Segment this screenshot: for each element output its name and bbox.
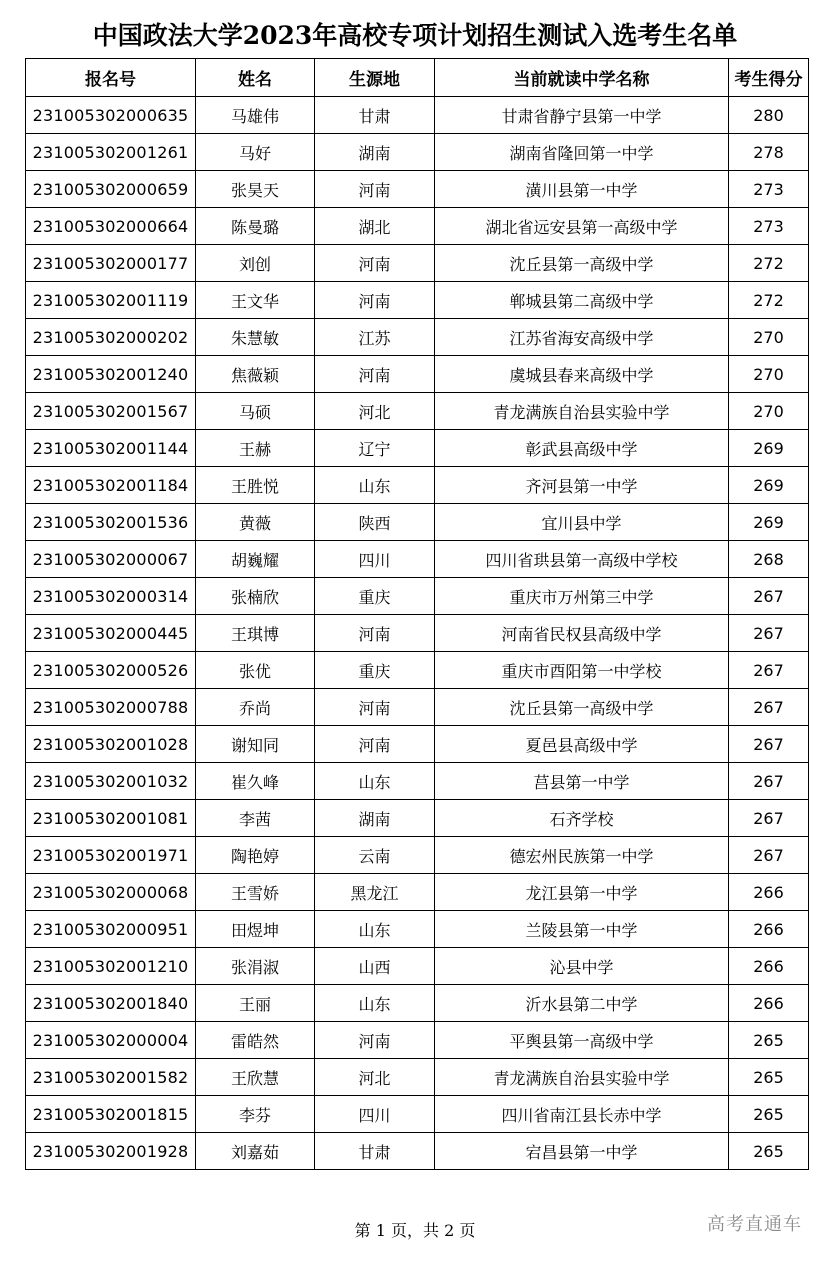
- registration-number-cell: 231005302000526: [26, 652, 196, 689]
- registration-number-cell: 231005302001184: [26, 467, 196, 504]
- name-cell: 张楠欣: [196, 578, 315, 615]
- name-cell: 李芬: [196, 1096, 315, 1133]
- score-cell: 265: [729, 1022, 809, 1059]
- registration-number-cell: 231005302001582: [26, 1059, 196, 1096]
- registration-number-cell: 231005302001028: [26, 726, 196, 763]
- table-row: [26, 985, 809, 1022]
- school-cell: 平舆县第一高级中学: [435, 1022, 729, 1059]
- table-row: [26, 282, 809, 319]
- score-cell: 267: [729, 800, 809, 837]
- name-cell: 胡巍耀: [196, 541, 315, 578]
- origin-cell: 河南: [315, 171, 435, 208]
- origin-cell: 湖南: [315, 800, 435, 837]
- registration-number-cell: 231005302000445: [26, 615, 196, 652]
- school-cell: 彰武县高级中学: [435, 430, 729, 467]
- score-cell: 268: [729, 541, 809, 578]
- name-cell: 雷皓然: [196, 1022, 315, 1059]
- school-cell: 青龙满族自治县实验中学: [435, 1059, 729, 1096]
- school-cell: 重庆市万州第三中学: [435, 578, 729, 615]
- score-cell: 269: [729, 504, 809, 541]
- registration-number-cell: 231005302000202: [26, 319, 196, 356]
- name-cell: 王胜悦: [196, 467, 315, 504]
- origin-cell: 山西: [315, 948, 435, 985]
- origin-cell: 河北: [315, 1059, 435, 1096]
- registration-number-cell: 231005302001032: [26, 763, 196, 800]
- score-cell: 273: [729, 171, 809, 208]
- table-row: [26, 208, 809, 245]
- name-cell: 陈曼璐: [196, 208, 315, 245]
- name-cell: 陶艳婷: [196, 837, 315, 874]
- school-cell: 齐河县第一中学: [435, 467, 729, 504]
- table-row: [26, 763, 809, 800]
- registration-number-cell: 231005302001536: [26, 504, 196, 541]
- header-school: 当前就读中学名称: [435, 59, 729, 97]
- name-cell: 王雪娇: [196, 874, 315, 911]
- school-cell: 沈丘县第一高级中学: [435, 245, 729, 282]
- origin-cell: 辽宁: [315, 430, 435, 467]
- registration-number-cell: 231005302000067: [26, 541, 196, 578]
- origin-cell: 河南: [315, 1022, 435, 1059]
- registration-number-cell: 231005302001210: [26, 948, 196, 985]
- origin-cell: 湖北: [315, 208, 435, 245]
- name-cell: 王欣慧: [196, 1059, 315, 1096]
- name-cell: 崔久峰: [196, 763, 315, 800]
- school-cell: 郸城县第二高级中学: [435, 282, 729, 319]
- candidate-table: [25, 58, 809, 1170]
- score-cell: 278: [729, 134, 809, 171]
- header-score: 考生得分: [729, 59, 809, 97]
- name-cell: 张昊天: [196, 171, 315, 208]
- score-cell: 270: [729, 319, 809, 356]
- score-cell: 270: [729, 356, 809, 393]
- table-row: [26, 467, 809, 504]
- origin-cell: 河南: [315, 726, 435, 763]
- score-cell: 280: [729, 97, 809, 134]
- origin-cell: 山东: [315, 911, 435, 948]
- school-cell: 重庆市酉阳第一中学校: [435, 652, 729, 689]
- origin-cell: 四川: [315, 1096, 435, 1133]
- table-row: [26, 541, 809, 578]
- score-cell: 266: [729, 911, 809, 948]
- table-row: [26, 615, 809, 652]
- origin-cell: 陕西: [315, 504, 435, 541]
- school-cell: 莒县第一中学: [435, 763, 729, 800]
- registration-number-cell: 231005302000951: [26, 911, 196, 948]
- score-cell: 265: [729, 1133, 809, 1170]
- school-cell: 甘肃省静宁县第一中学: [435, 97, 729, 134]
- table-row: [26, 1133, 809, 1170]
- school-cell: 沂水县第二中学: [435, 985, 729, 1022]
- school-cell: 湖北省远安县第一高级中学: [435, 208, 729, 245]
- school-cell: 兰陵县第一中学: [435, 911, 729, 948]
- school-cell: 龙江县第一中学: [435, 874, 729, 911]
- origin-cell: 云南: [315, 837, 435, 874]
- registration-number-cell: 231005302000664: [26, 208, 196, 245]
- name-cell: 黄薇: [196, 504, 315, 541]
- watermark: 高考直通车: [707, 1214, 802, 1235]
- header-origin: 生源地: [315, 59, 435, 97]
- registration-number-cell: 231005302000068: [26, 874, 196, 911]
- score-cell: 269: [729, 430, 809, 467]
- name-cell: 田煜坤: [196, 911, 315, 948]
- registration-number-cell: 231005302001081: [26, 800, 196, 837]
- table-header-row: [26, 59, 809, 97]
- name-cell: 王丽: [196, 985, 315, 1022]
- name-cell: 马硕: [196, 393, 315, 430]
- score-cell: 267: [729, 837, 809, 874]
- table-row: [26, 97, 809, 134]
- page-title: 中国政法大学2023年高校专项计划招生测试入选考生名单: [92, 21, 738, 50]
- registration-number-cell: 231005302001971: [26, 837, 196, 874]
- table-row: [26, 504, 809, 541]
- score-cell: 269: [729, 467, 809, 504]
- registration-number-cell: 231005302001144: [26, 430, 196, 467]
- name-cell: 焦薇颖: [196, 356, 315, 393]
- table-row: [26, 356, 809, 393]
- name-cell: 乔尚: [196, 689, 315, 726]
- school-cell: 沁县中学: [435, 948, 729, 985]
- origin-cell: 河南: [315, 245, 435, 282]
- table-row: [26, 652, 809, 689]
- registration-number-cell: 231005302001240: [26, 356, 196, 393]
- origin-cell: 河南: [315, 282, 435, 319]
- school-cell: 四川省珙县第一高级中学校: [435, 541, 729, 578]
- name-cell: 刘嘉茹: [196, 1133, 315, 1170]
- registration-number-cell: 231005302000635: [26, 97, 196, 134]
- score-cell: 267: [729, 763, 809, 800]
- origin-cell: 甘肃: [315, 97, 435, 134]
- table-row: [26, 171, 809, 208]
- header-registration-number: 报名号: [26, 59, 196, 97]
- origin-cell: 四川: [315, 541, 435, 578]
- school-cell: 四川省南江县长赤中学: [435, 1096, 729, 1133]
- registration-number-cell: 231005302001815: [26, 1096, 196, 1133]
- origin-cell: 山东: [315, 763, 435, 800]
- score-cell: 272: [729, 245, 809, 282]
- score-cell: 272: [729, 282, 809, 319]
- table-row: [26, 134, 809, 171]
- score-cell: 267: [729, 578, 809, 615]
- score-cell: 267: [729, 615, 809, 652]
- registration-number-cell: 231005302001840: [26, 985, 196, 1022]
- origin-cell: 重庆: [315, 578, 435, 615]
- origin-cell: 河北: [315, 393, 435, 430]
- name-cell: 王文华: [196, 282, 315, 319]
- table-row: [26, 837, 809, 874]
- registration-number-cell: 231005302001567: [26, 393, 196, 430]
- origin-cell: 江苏: [315, 319, 435, 356]
- score-cell: 266: [729, 985, 809, 1022]
- origin-cell: 重庆: [315, 652, 435, 689]
- registration-number-cell: 231005302001928: [26, 1133, 196, 1170]
- score-cell: 273: [729, 208, 809, 245]
- table-row: [26, 911, 809, 948]
- table-row: [26, 874, 809, 911]
- name-cell: 王赫: [196, 430, 315, 467]
- origin-cell: 黑龙江: [315, 874, 435, 911]
- school-cell: 石齐学校: [435, 800, 729, 837]
- origin-cell: 湖南: [315, 134, 435, 171]
- school-cell: 江苏省海安高级中学: [435, 319, 729, 356]
- table-row: [26, 948, 809, 985]
- school-cell: 宕昌县第一中学: [435, 1133, 729, 1170]
- origin-cell: 河南: [315, 356, 435, 393]
- name-cell: 李茜: [196, 800, 315, 837]
- school-cell: 德宏州民族第一中学: [435, 837, 729, 874]
- table-row: [26, 1096, 809, 1133]
- registration-number-cell: 231005302001261: [26, 134, 196, 171]
- name-cell: 马好: [196, 134, 315, 171]
- school-cell: 沈丘县第一高级中学: [435, 689, 729, 726]
- score-cell: 265: [729, 1096, 809, 1133]
- origin-cell: 甘肃: [315, 1133, 435, 1170]
- table-row: [26, 578, 809, 615]
- page-footer: 第 1 页，共 2 页: [354, 1221, 476, 1240]
- name-cell: 王琪博: [196, 615, 315, 652]
- score-cell: 267: [729, 689, 809, 726]
- table-row: [26, 1059, 809, 1096]
- table-body: [26, 97, 809, 1170]
- origin-cell: 河南: [315, 689, 435, 726]
- registration-number-cell: 231005302000177: [26, 245, 196, 282]
- school-cell: 湖南省隆回第一中学: [435, 134, 729, 171]
- origin-cell: 河南: [315, 615, 435, 652]
- name-cell: 谢知同: [196, 726, 315, 763]
- registration-number-cell: 231005302001119: [26, 282, 196, 319]
- name-cell: 刘创: [196, 245, 315, 282]
- table-row: [26, 393, 809, 430]
- score-cell: 265: [729, 1059, 809, 1096]
- table-row: [26, 726, 809, 763]
- score-cell: 266: [729, 874, 809, 911]
- school-cell: 青龙满族自治县实验中学: [435, 393, 729, 430]
- table-row: [26, 245, 809, 282]
- school-cell: 宜川县中学: [435, 504, 729, 541]
- school-cell: 潢川县第一中学: [435, 171, 729, 208]
- score-cell: 266: [729, 948, 809, 985]
- table-row: [26, 319, 809, 356]
- registration-number-cell: 231005302000314: [26, 578, 196, 615]
- school-cell: 夏邑县高级中学: [435, 726, 729, 763]
- table-row: [26, 430, 809, 467]
- header-name: 姓名: [196, 59, 315, 97]
- name-cell: 张涓淑: [196, 948, 315, 985]
- school-cell: 河南省民权县高级中学: [435, 615, 729, 652]
- table-row: [26, 800, 809, 837]
- score-cell: 267: [729, 726, 809, 763]
- origin-cell: 山东: [315, 467, 435, 504]
- score-cell: 270: [729, 393, 809, 430]
- registration-number-cell: 231005302000004: [26, 1022, 196, 1059]
- registration-number-cell: 231005302000788: [26, 689, 196, 726]
- name-cell: 马雄伟: [196, 97, 315, 134]
- name-cell: 朱慧敏: [196, 319, 315, 356]
- table-row: [26, 1022, 809, 1059]
- name-cell: 张优: [196, 652, 315, 689]
- school-cell: 虞城县春来高级中学: [435, 356, 729, 393]
- score-cell: 267: [729, 652, 809, 689]
- registration-number-cell: 231005302000659: [26, 171, 196, 208]
- origin-cell: 山东: [315, 985, 435, 1022]
- table-row: [26, 689, 809, 726]
